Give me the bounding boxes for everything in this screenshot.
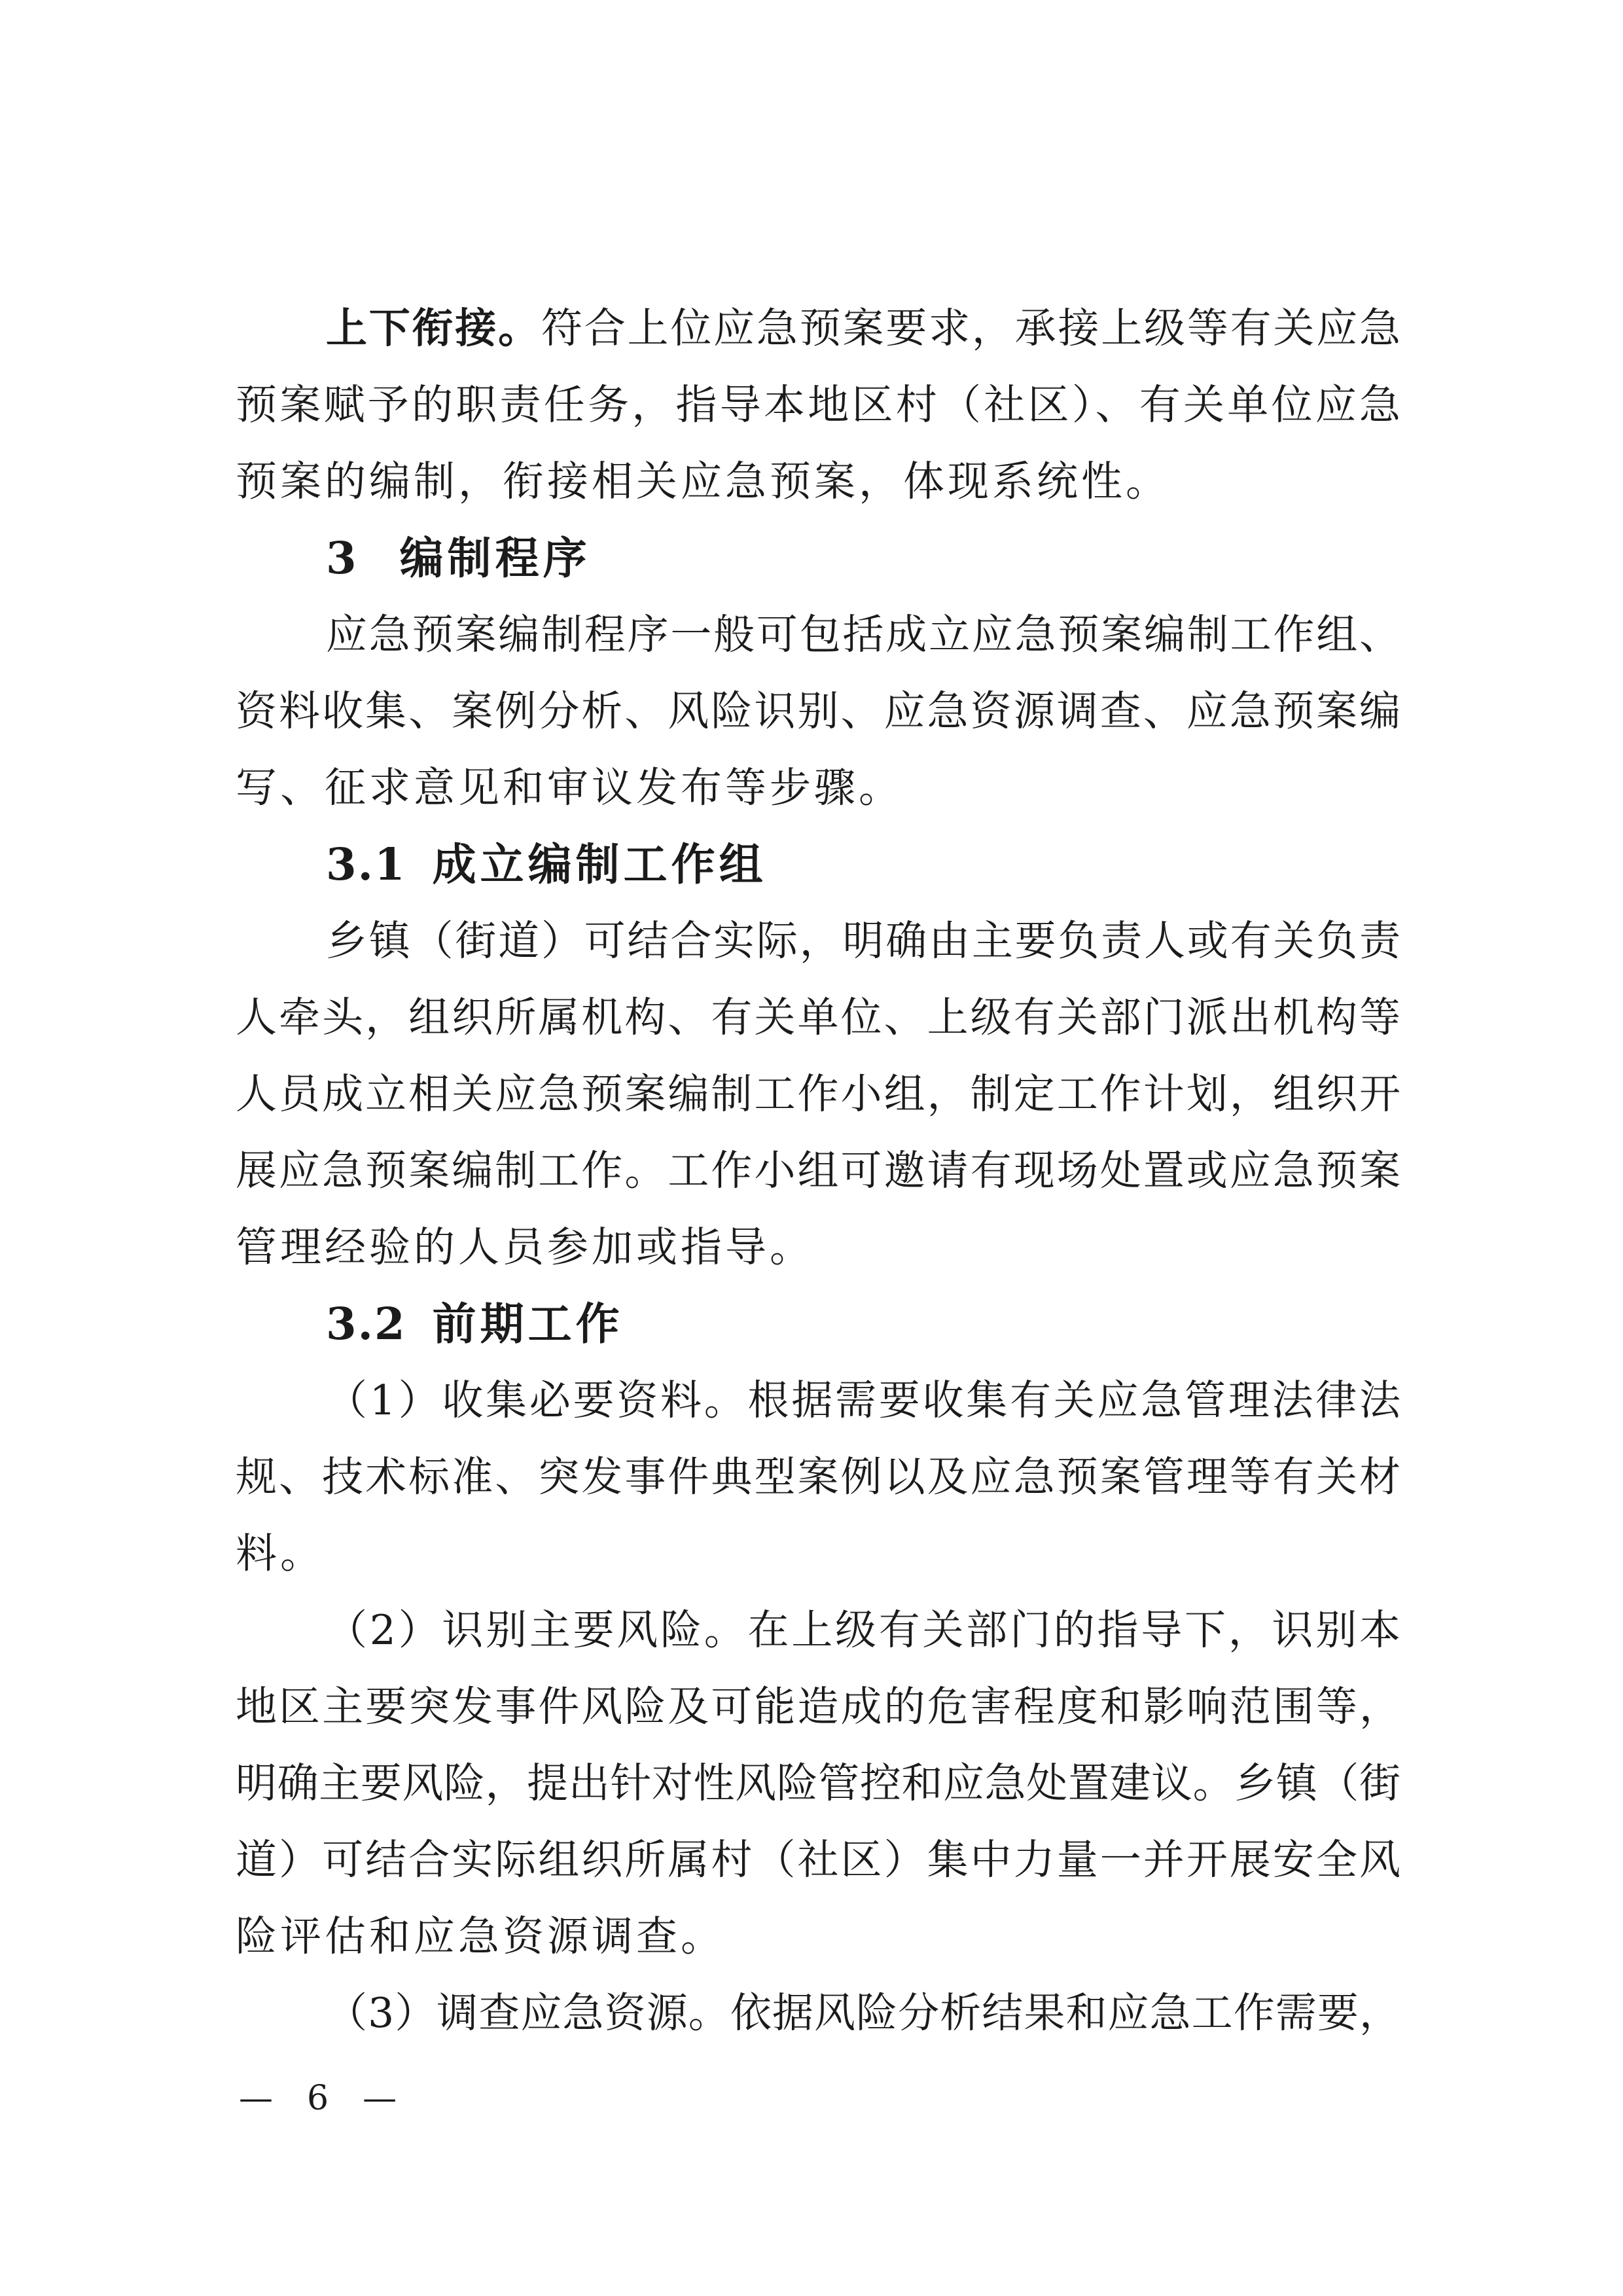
section-title: 前期工作 [432, 1299, 624, 1350]
body-line-20: 明确主要风险，提出针对性风险管控和应急处置建议。乡镇（街 [236, 1759, 1400, 1807]
body-line-07: 写、征求意见和审议发布等步骤。 [236, 764, 903, 812]
section-heading-3-2 [236, 1285, 1400, 1362]
body-line-03: 预案的编制，衔接相关应急预案，体现系统性。 [236, 457, 1170, 505]
body-line-17: 料。 [236, 1530, 325, 1577]
section-number: 3 [326, 532, 358, 584]
page-footer [239, 2079, 397, 2118]
footer-dash-right: — [363, 2079, 397, 2118]
bold-lead-term: 上下衔接。 [326, 304, 541, 352]
body-line-16: 规、技术标准、突发事件典型案例以及应急预案管理等有关材 [236, 1453, 1400, 1501]
body-line-05: 应急预案编制程序一般可包括成立应急预案编制工作组、 [326, 611, 1400, 658]
body-line-01 [236, 290, 1400, 367]
body-line-15: （1）收集必要资料。根据需要收集有关应急管理法律法 [326, 1376, 1400, 1424]
body-line-09: 乡镇（街道）可结合实际，明确由主要负责人或有关负责 [326, 917, 1400, 965]
body-line-10: 人牵头，组织所属机构、有关单位、上级有关部门派出机构等 [236, 994, 1400, 1041]
page-number: 6 [307, 2079, 329, 2118]
section-heading-3 [236, 520, 1400, 596]
body-line-23: （3）调查应急资源。依据风险分析结果和应急工作需要， [326, 1989, 1400, 2037]
body-line-11: 人员成立相关应急预案编制工作小组，制定工作计划，组织开 [236, 1070, 1400, 1118]
body-line-21: 道）可结合实际组织所属村（社区）集中力量一并开展安全风 [236, 1836, 1400, 1884]
body-line-19: 地区主要突发事件风险及可能造成的危害程度和影响范围等， [236, 1683, 1400, 1731]
document-body [236, 290, 1400, 2051]
section-title: 成立编制工作组 [432, 839, 767, 890]
section-title: 编制程序 [399, 533, 591, 584]
body-line-22: 险评估和应急资源调查。 [236, 1912, 725, 1960]
section-heading-3-1 [236, 826, 1400, 903]
section-number: 3.2 [326, 1298, 406, 1350]
body-line-12: 展应急预案编制工作。工作小组可邀请有现场处置或应急预案 [236, 1147, 1400, 1194]
footer-dash-left: — [239, 2079, 273, 2118]
body-line-18: （2）识别主要风险。在上级有关部门的指导下，识别本 [326, 1606, 1400, 1654]
body-line-13: 管理经验的人员参加或指导。 [236, 1223, 814, 1271]
section-number: 3.1 [326, 838, 406, 890]
body-line-02: 预案赋予的职责任务，指导本地区村（社区）、有关单位应急 [236, 381, 1400, 429]
body-line-01-text: 符合上位应急预案要求，承接上级等有关应急 [541, 304, 1401, 352]
body-line-06: 资料收集、案例分析、风险识别、应急资源调查、应急预案编 [236, 687, 1400, 735]
